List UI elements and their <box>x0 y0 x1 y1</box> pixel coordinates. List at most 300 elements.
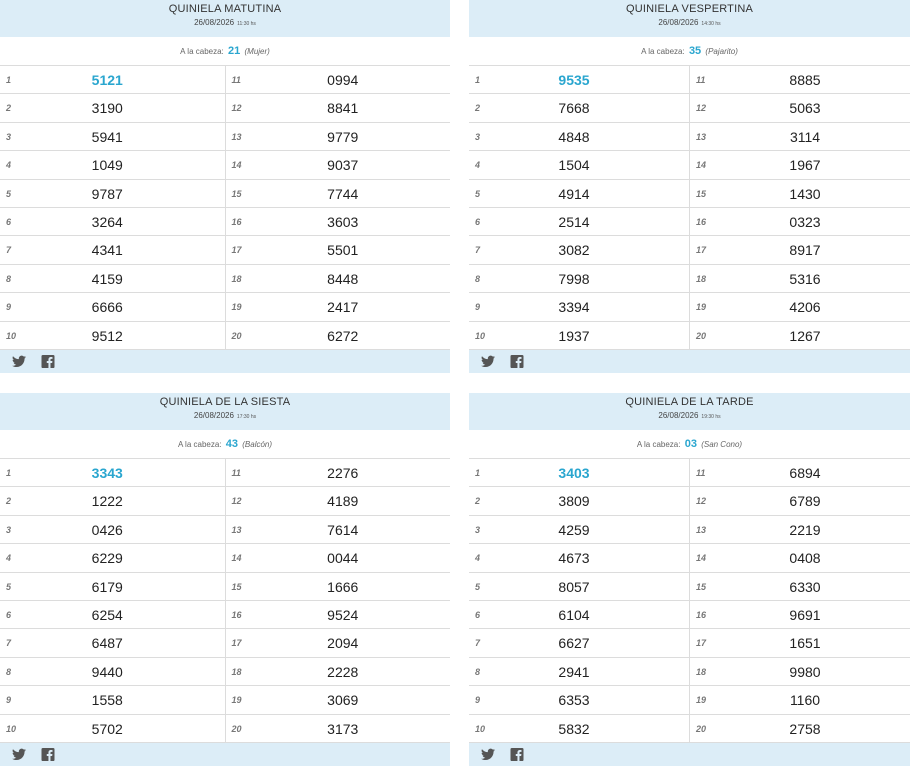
result-number: 4341 <box>91 242 123 259</box>
result-row <box>0 629 225 657</box>
result-position: 6 <box>475 609 481 620</box>
draw-date: 26/08/2026 <box>658 18 699 27</box>
result-number: 2941 <box>558 663 590 680</box>
result-number: 3394 <box>558 299 590 316</box>
result-row <box>0 293 225 321</box>
result-row <box>690 573 910 601</box>
result-position: 5 <box>6 188 12 199</box>
result-number: 4259 <box>558 521 590 538</box>
result-number: 2758 <box>789 720 821 737</box>
result-position: 3 <box>475 524 481 535</box>
result-row <box>690 208 910 236</box>
result-row <box>0 208 225 236</box>
result-number: 2417 <box>327 299 359 316</box>
result-number: 1222 <box>91 493 123 510</box>
result-row <box>0 601 225 629</box>
result-number: 2276 <box>327 465 359 481</box>
card-date <box>0 409 450 424</box>
head-number: 43 <box>225 438 239 450</box>
result-number: 3264 <box>91 213 123 230</box>
head-meaning: (San Cono) <box>701 440 743 449</box>
result-number: 6894 <box>789 465 821 481</box>
result-row <box>226 686 451 714</box>
result-number: 2219 <box>789 521 821 538</box>
result-number: 0044 <box>327 550 359 567</box>
result-position: 17 <box>231 245 242 256</box>
result-position: 5 <box>475 188 481 199</box>
result-row <box>469 94 689 122</box>
result-row <box>0 658 225 686</box>
result-position: 4 <box>6 160 12 171</box>
result-number: 6272 <box>327 327 359 344</box>
facebook-icon[interactable] <box>41 355 55 368</box>
result-number: 2094 <box>327 635 359 652</box>
result-number: 4159 <box>91 270 123 287</box>
result-row <box>0 94 225 122</box>
result-position: 16 <box>696 216 707 227</box>
result-number: 2514 <box>558 213 590 230</box>
card-date <box>469 16 910 31</box>
result-number: 6330 <box>789 578 821 595</box>
share-bar <box>0 350 450 373</box>
result-number: 7744 <box>327 185 359 202</box>
results-grid <box>469 459 910 743</box>
result-row <box>469 658 689 686</box>
result-row <box>226 208 451 236</box>
result-number: 1666 <box>327 578 359 595</box>
result-row <box>226 601 451 629</box>
result-position: 11 <box>696 468 706 478</box>
result-row <box>0 573 225 601</box>
result-position: 10 <box>475 723 486 734</box>
result-row <box>0 322 225 350</box>
result-position: 1 <box>475 75 481 85</box>
quiniela-card <box>469 0 910 373</box>
result-number: 8917 <box>789 242 821 259</box>
result-row <box>0 487 225 515</box>
draw-time: 14:30 hs <box>701 21 721 27</box>
result-position: 7 <box>475 245 481 256</box>
result-number: 6104 <box>558 606 590 623</box>
result-number: 3190 <box>91 100 123 117</box>
result-number: 8841 <box>327 100 359 117</box>
result-number: 8885 <box>789 72 821 88</box>
result-row <box>226 573 451 601</box>
twitter-icon[interactable] <box>481 355 495 368</box>
share-bar <box>469 350 910 373</box>
result-number: 1558 <box>91 692 123 709</box>
result-number: 6254 <box>91 606 123 623</box>
result-row <box>226 94 451 122</box>
quiniela-card <box>469 393 910 766</box>
result-position: 18 <box>231 666 242 677</box>
result-number: 3173 <box>327 720 359 737</box>
result-position: 14 <box>231 160 242 171</box>
result-position: 13 <box>231 524 242 535</box>
result-position: 7 <box>475 638 481 649</box>
head-number-line <box>0 37 450 66</box>
result-number: 7998 <box>558 270 590 287</box>
result-row <box>469 293 689 321</box>
result-position: 9 <box>475 302 481 313</box>
result-row <box>0 715 225 743</box>
result-row <box>469 629 689 657</box>
result-position: 3 <box>475 131 481 142</box>
head-number-line <box>469 37 910 66</box>
result-number: 0408 <box>789 550 821 567</box>
facebook-icon[interactable] <box>41 748 55 761</box>
result-number: 5702 <box>91 720 123 737</box>
result-row <box>690 658 910 686</box>
result-row <box>0 459 225 487</box>
result-position: 18 <box>696 273 707 284</box>
result-position: 11 <box>231 75 241 85</box>
result-row <box>0 123 225 151</box>
result-position: 19 <box>231 695 242 706</box>
result-number: 6179 <box>91 578 123 595</box>
result-row <box>690 322 910 350</box>
result-position: 16 <box>696 609 707 620</box>
result-position: 2 <box>475 496 481 507</box>
results-column-left <box>0 66 226 350</box>
result-position: 5 <box>6 581 12 592</box>
result-position: 3 <box>6 131 12 142</box>
result-row <box>226 459 451 487</box>
result-position: 16 <box>231 216 242 227</box>
result-number: 9779 <box>327 128 359 145</box>
result-number: 1967 <box>789 157 821 174</box>
result-row <box>226 322 451 350</box>
result-position: 6 <box>6 609 12 620</box>
result-row <box>226 66 451 94</box>
result-position: 14 <box>696 553 707 564</box>
result-number: 8057 <box>558 578 590 595</box>
result-row <box>690 66 910 94</box>
head-meaning: (Pajarito) <box>705 47 738 56</box>
result-row <box>469 715 689 743</box>
head-number: 03 <box>684 438 697 450</box>
result-number: 8448 <box>327 270 359 287</box>
result-row <box>226 151 451 179</box>
result-row <box>690 94 910 122</box>
result-number: 6627 <box>558 635 590 652</box>
result-number: 4914 <box>558 185 590 202</box>
result-position: 20 <box>696 723 707 734</box>
result-number: 4848 <box>558 128 590 145</box>
result-position: 5 <box>475 581 481 592</box>
head-label: A la cabeza: <box>641 47 685 56</box>
result-position: 7 <box>6 638 12 649</box>
result-position: 15 <box>696 581 707 592</box>
result-position: 15 <box>696 188 707 199</box>
result-number: 3114 <box>789 128 821 145</box>
result-row <box>0 265 225 293</box>
head-number-line <box>469 430 910 459</box>
result-row <box>469 123 689 151</box>
result-row <box>469 66 689 94</box>
result-row <box>690 487 910 515</box>
result-row <box>226 516 451 544</box>
result-position: 19 <box>696 695 707 706</box>
result-row <box>0 66 225 94</box>
result-number: 9037 <box>327 157 359 174</box>
result-row <box>469 544 689 572</box>
result-row <box>469 516 689 544</box>
result-number: 0994 <box>327 72 359 88</box>
result-row <box>469 180 689 208</box>
result-position: 12 <box>696 496 707 507</box>
result-position: 13 <box>231 131 242 142</box>
result-number: 3603 <box>327 213 359 230</box>
result-position: 12 <box>231 103 242 114</box>
result-position: 9 <box>475 695 481 706</box>
result-position: 2 <box>6 496 12 507</box>
results-column-right <box>226 66 451 350</box>
card-header <box>469 393 910 430</box>
result-position: 19 <box>696 302 707 313</box>
result-row <box>469 487 689 515</box>
result-number: 9691 <box>789 606 821 623</box>
results-column-right <box>690 66 910 350</box>
result-position: 16 <box>231 609 242 620</box>
result-row <box>469 236 689 264</box>
result-row <box>226 236 451 264</box>
result-position: 10 <box>6 330 17 341</box>
draw-date: 26/08/2026 <box>658 411 699 420</box>
result-number: 4206 <box>789 299 821 316</box>
result-row <box>226 180 451 208</box>
quiniela-card <box>0 393 450 766</box>
result-row <box>690 516 910 544</box>
result-number: 7614 <box>327 521 359 538</box>
result-position: 20 <box>231 723 242 734</box>
result-row <box>690 151 910 179</box>
result-position: 8 <box>6 273 12 284</box>
result-position: 6 <box>475 216 481 227</box>
head-number-line <box>0 430 450 459</box>
result-number: 9524 <box>327 606 359 623</box>
result-number: 4673 <box>558 550 590 567</box>
result-position: 4 <box>475 160 481 171</box>
result-number: 0426 <box>91 521 123 538</box>
result-row <box>690 265 910 293</box>
result-position: 12 <box>231 496 242 507</box>
result-position: 15 <box>231 581 242 592</box>
result-position: 9 <box>6 695 12 706</box>
result-number: 3809 <box>558 493 590 510</box>
result-row <box>690 293 910 321</box>
quiniela-card <box>0 0 450 373</box>
result-row <box>690 459 910 487</box>
results-column-right <box>690 459 910 743</box>
result-position: 15 <box>231 188 242 199</box>
result-position: 8 <box>475 273 481 284</box>
result-number: 5316 <box>789 270 821 287</box>
result-row <box>469 573 689 601</box>
result-row <box>690 544 910 572</box>
result-row <box>0 180 225 208</box>
result-position: 20 <box>231 330 242 341</box>
result-row <box>469 322 689 350</box>
result-number: 1430 <box>789 185 821 202</box>
result-row <box>469 601 689 629</box>
twitter-icon[interactable] <box>12 355 26 368</box>
result-number: 7668 <box>558 100 590 117</box>
result-position: 18 <box>696 666 707 677</box>
results-column-left <box>469 459 690 743</box>
result-position: 19 <box>231 302 242 313</box>
result-row <box>0 686 225 714</box>
result-number: 6487 <box>91 635 123 652</box>
head-number: 35 <box>688 45 702 57</box>
card-header <box>0 0 450 37</box>
result-row <box>0 151 225 179</box>
result-position: 9 <box>6 302 12 313</box>
result-position: 14 <box>231 553 242 564</box>
draw-date: 26/08/2026 <box>193 411 234 420</box>
result-row <box>226 715 451 743</box>
share-bar <box>0 743 450 766</box>
result-number: 4189 <box>327 493 359 510</box>
facebook-icon[interactable] <box>510 748 524 761</box>
draw-date: 26/08/2026 <box>194 18 235 27</box>
result-position: 10 <box>6 723 17 734</box>
head-meaning: (Balcón) <box>242 440 273 449</box>
result-number: 6789 <box>789 493 821 510</box>
result-position: 2 <box>6 103 12 114</box>
results-grid <box>0 459 450 743</box>
card-header <box>0 393 450 430</box>
result-number: 5063 <box>789 100 821 117</box>
facebook-icon[interactable] <box>510 355 524 368</box>
head-label: A la cabeza: <box>636 440 681 449</box>
result-number: 1504 <box>558 157 590 174</box>
result-position: 7 <box>6 245 12 256</box>
result-row <box>690 629 910 657</box>
draw-time: 17:30 hs <box>236 414 257 420</box>
result-position: 18 <box>231 273 242 284</box>
result-row <box>226 265 451 293</box>
results-column-right <box>226 459 451 743</box>
result-row <box>690 715 910 743</box>
result-number: 3403 <box>558 465 590 481</box>
result-position: 17 <box>231 638 242 649</box>
draw-time: 11:30 hs <box>237 21 256 27</box>
result-position: 20 <box>696 330 707 341</box>
result-position: 1 <box>6 468 12 478</box>
result-position: 17 <box>696 638 707 649</box>
card-header <box>469 0 910 37</box>
result-row <box>690 686 910 714</box>
head-number: 21 <box>228 45 241 57</box>
result-number: 9980 <box>789 663 821 680</box>
result-number: 1937 <box>558 327 590 344</box>
result-number: 6666 <box>91 299 123 316</box>
result-position: 2 <box>475 103 481 114</box>
result-row <box>226 487 451 515</box>
result-position: 1 <box>6 75 12 85</box>
card-date <box>0 16 450 31</box>
result-position: 1 <box>475 468 481 478</box>
result-number: 3343 <box>91 465 123 481</box>
card-title: QUINIELA MATUTINA <box>168 3 282 15</box>
card-title: QUINIELA DE LA TARDE <box>625 396 754 408</box>
result-position: 6 <box>6 216 12 227</box>
head-meaning: (Mujer) <box>244 47 270 56</box>
result-row <box>690 236 910 264</box>
result-number: 3082 <box>558 242 590 259</box>
result-number: 9440 <box>91 663 123 680</box>
result-number: 1160 <box>789 692 821 709</box>
result-row <box>0 544 225 572</box>
result-position: 13 <box>696 131 707 142</box>
result-position: 13 <box>696 524 707 535</box>
twitter-icon[interactable] <box>481 748 495 761</box>
result-row <box>469 208 689 236</box>
result-number: 5941 <box>91 128 123 145</box>
result-row <box>690 123 910 151</box>
result-row <box>469 265 689 293</box>
result-position: 11 <box>231 468 241 478</box>
result-row <box>469 686 689 714</box>
results-grid <box>469 66 910 350</box>
result-row <box>226 658 451 686</box>
result-position: 12 <box>696 103 707 114</box>
result-number: 1049 <box>91 157 123 174</box>
result-number: 6229 <box>91 550 123 567</box>
head-label: A la cabeza: <box>180 47 224 56</box>
result-number: 5501 <box>327 242 359 259</box>
card-date <box>469 409 910 424</box>
result-number: 1651 <box>789 635 821 652</box>
result-number: 5832 <box>558 720 590 737</box>
result-row <box>469 151 689 179</box>
results-column-left <box>469 66 690 350</box>
result-number: 0323 <box>789 213 821 230</box>
share-bar <box>469 743 910 766</box>
result-row <box>0 516 225 544</box>
result-row <box>469 459 689 487</box>
result-number: 1267 <box>789 327 821 344</box>
result-position: 14 <box>696 160 707 171</box>
card-title: QUINIELA DE LA SIESTA <box>159 396 291 408</box>
result-number: 2228 <box>327 663 359 680</box>
result-position: 4 <box>475 553 481 564</box>
result-position: 8 <box>6 666 12 677</box>
result-row <box>226 544 451 572</box>
result-number: 6353 <box>558 692 590 709</box>
result-number: 9512 <box>91 327 123 344</box>
result-position: 10 <box>475 330 486 341</box>
result-position: 4 <box>6 553 12 564</box>
card-title: QUINIELA VESPERTINA <box>625 3 754 15</box>
draw-time: 19:30 hs <box>701 414 721 420</box>
result-row <box>690 601 910 629</box>
result-number: 5121 <box>91 72 123 88</box>
result-row <box>226 293 451 321</box>
result-row <box>690 180 910 208</box>
result-row <box>226 123 451 151</box>
result-position: 17 <box>696 245 707 256</box>
result-number: 9535 <box>558 72 590 88</box>
result-position: 11 <box>696 75 706 85</box>
result-number: 9787 <box>91 185 123 202</box>
result-position: 8 <box>475 666 481 677</box>
result-row <box>0 236 225 264</box>
results-grid <box>0 66 450 350</box>
result-number: 3069 <box>327 692 359 709</box>
twitter-icon[interactable] <box>12 748 26 761</box>
